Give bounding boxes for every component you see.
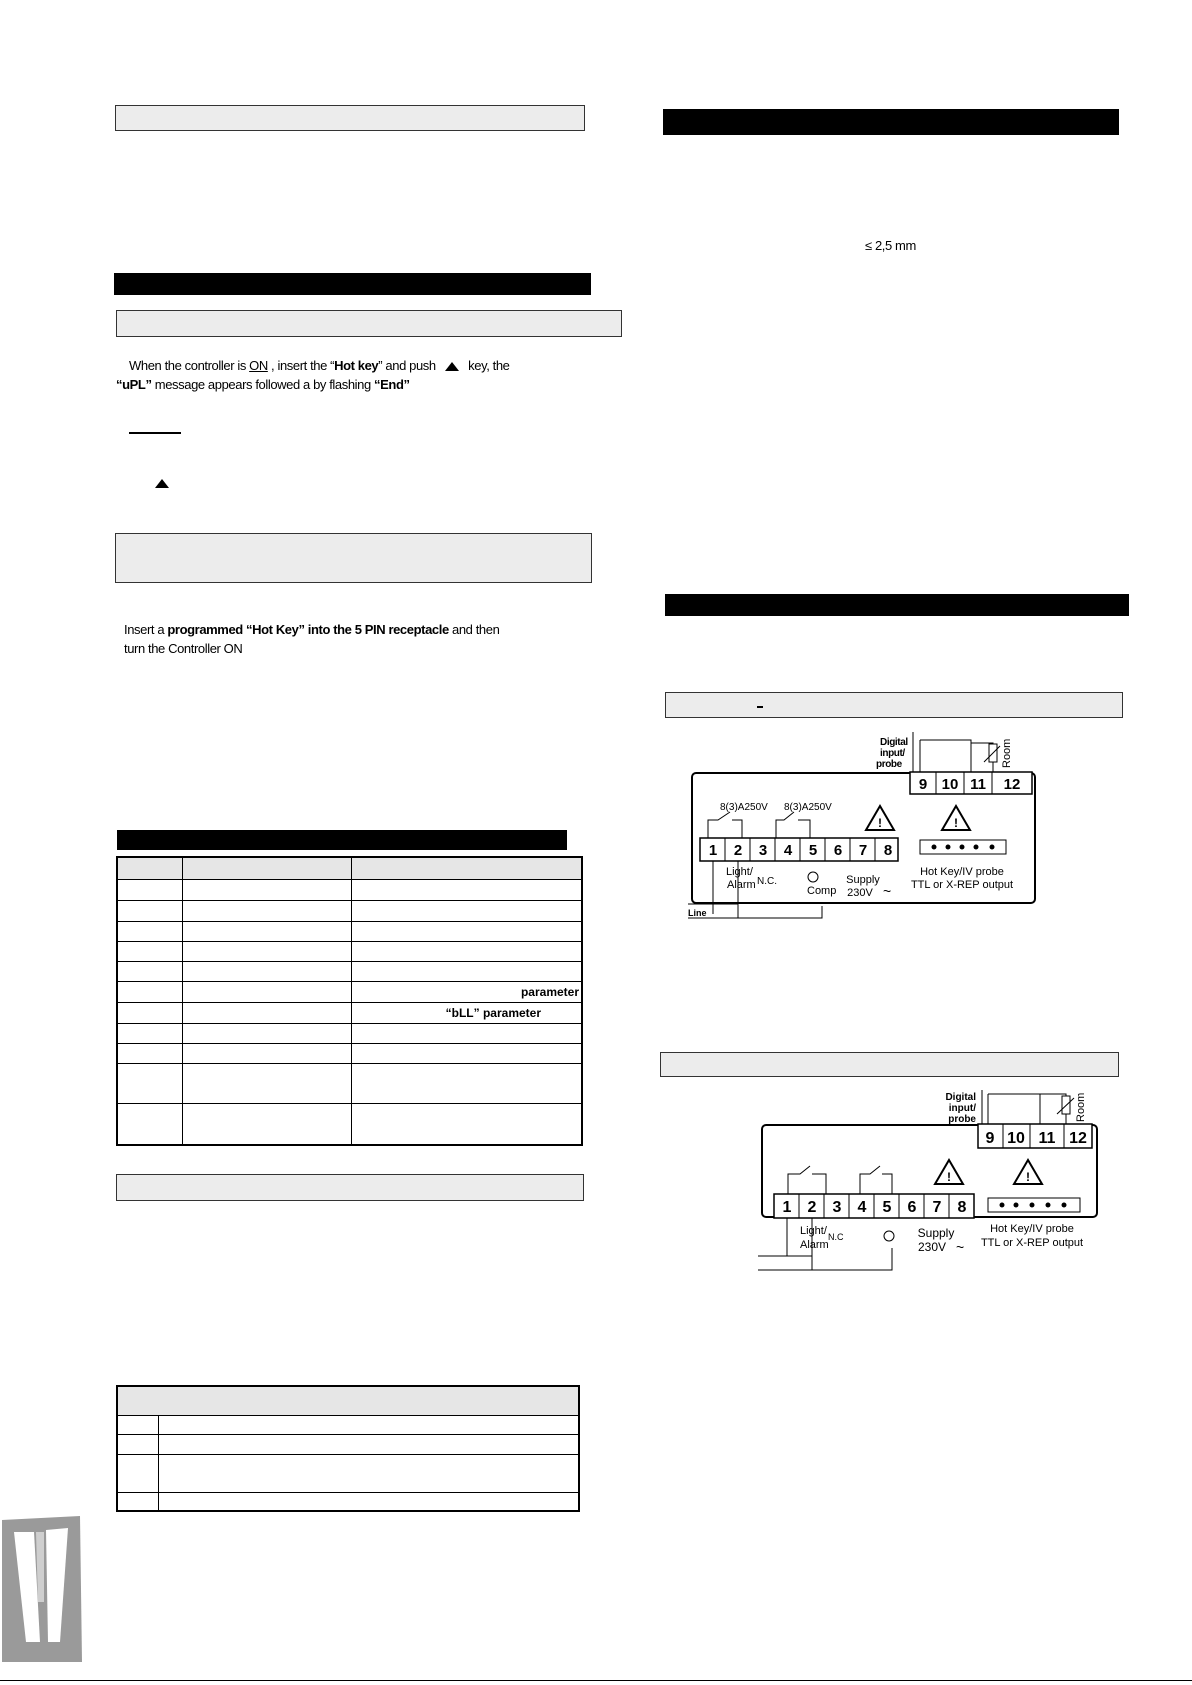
warning-icon: [1014, 1160, 1042, 1184]
warning-icon: [942, 806, 970, 830]
terminal-label: 12: [1003, 776, 1021, 793]
hotkey-label: Hot Key/IV probe: [990, 1223, 1074, 1235]
table-row: [117, 1415, 579, 1434]
ac-icon: ~: [883, 883, 892, 899]
terminal-label: 5: [882, 1199, 892, 1216]
digital-input-label: input/: [880, 748, 905, 759]
dash-mark: [757, 706, 763, 708]
ttl-label: TTL or X-REP output: [910, 879, 1014, 891]
warning-icon: [935, 1160, 963, 1184]
table-row: [117, 981, 582, 1002]
table-row: [117, 1002, 582, 1023]
footer-rule: [0, 1680, 1192, 1681]
digital-input-label: Digital: [945, 1092, 976, 1103]
upload-header-bar: [116, 310, 622, 337]
table-row: [117, 941, 582, 961]
terminal-label: 7: [932, 1199, 942, 1216]
light-alarm-label: Light/: [800, 1225, 827, 1237]
table-row: [117, 1023, 582, 1043]
table-cell: parameter: [352, 981, 583, 1002]
download-header-bar: [115, 533, 592, 583]
install-note: ≤ 2,5 mm: [865, 238, 916, 253]
terminal-label: 3: [758, 842, 768, 859]
terminal-label: 6: [833, 842, 843, 859]
terminal-label: 2: [733, 842, 743, 859]
relay-rating-label: 8(3)A250V: [720, 802, 768, 813]
ttl-label: TTL or X-REP output: [980, 1237, 1084, 1249]
table-row: [117, 1454, 579, 1492]
diagram2-header-bar: [660, 1052, 1119, 1077]
table-row: [117, 921, 582, 941]
section-header-bar-black: [114, 273, 591, 295]
alarm-table-header-bar: [117, 830, 567, 850]
svg-text:!: !: [954, 816, 958, 830]
digital-input-label: Digital: [880, 737, 908, 748]
terminal-label: 3: [832, 1199, 842, 1216]
terminal-label: 4: [783, 842, 793, 859]
supply-voltage-label: 230V: [847, 887, 873, 899]
section-header-bar-black: [663, 109, 1119, 135]
compressor-label: Comp: [807, 885, 837, 897]
terminal-label: 11: [1038, 1130, 1056, 1147]
terminal-label: 7: [858, 842, 868, 859]
relay-rating-label: 8(3)A250V: [784, 802, 832, 813]
terminal-label: 5: [808, 842, 818, 859]
terminal-label: 11: [970, 776, 986, 793]
table-row: [117, 857, 582, 879]
table-row: [117, 1434, 579, 1454]
section-header-bar: [116, 1174, 584, 1201]
table-row: [117, 879, 582, 900]
terminal-label: 10: [1007, 1130, 1025, 1147]
terminal-label: 1: [782, 1199, 792, 1216]
terminal-label: 1: [708, 842, 718, 859]
compressor-icon: [884, 1231, 894, 1241]
warning-icon: [866, 806, 894, 830]
svg-text:!: !: [878, 816, 882, 830]
nc-label: N.C: [828, 1232, 844, 1242]
up-arrow-icon: [155, 479, 169, 488]
table-row: [117, 1386, 579, 1415]
supply-label: Supply: [917, 1226, 955, 1240]
brand-logo: [0, 1512, 84, 1664]
terminal-label: 6: [907, 1199, 917, 1216]
upload-instruction-line-2: “uPL” message appears followed a by flashing “End”: [116, 377, 410, 392]
light-alarm-label: Light/: [726, 866, 753, 878]
digital-input-label: probe: [876, 759, 902, 770]
terminal-label: 2: [807, 1199, 817, 1216]
table-row: [117, 1063, 582, 1103]
terminal-label: 8: [883, 842, 893, 859]
digital-input-label: input/: [948, 1103, 976, 1114]
up-arrow-icon: [445, 362, 459, 371]
supply-voltage-label: 230V: [917, 1240, 947, 1254]
upload-instruction-line-1: When the controller is ON , insert the “Hot key” and push key, the: [129, 358, 510, 373]
section-header-bar: [115, 105, 585, 131]
ac-icon: ~: [956, 1239, 965, 1255]
table-row: [117, 900, 582, 921]
download-instruction-line-2: turn the Controller ON: [124, 641, 243, 656]
compressor-icon: [808, 872, 818, 882]
room-label: Room: [1075, 1092, 1087, 1122]
table-row: [117, 1043, 582, 1063]
terminal-label: 8: [957, 1199, 967, 1216]
download-instruction-line-1: Insert a programmed “Hot Key” into the 5 PIN receptacle and then: [124, 622, 500, 637]
light-alarm-label: Alarm: [800, 1239, 829, 1251]
table-row: [117, 1103, 582, 1145]
terminal-label: 9: [918, 776, 928, 793]
diagram1-header-bar: [665, 692, 1123, 718]
wiring-diagram-1: [680, 728, 1040, 924]
svg-text:!: !: [1026, 1170, 1030, 1184]
table-row: [117, 1492, 579, 1511]
hotkey-label: Hot Key/IV probe: [920, 866, 1004, 878]
line-label: Line: [688, 908, 707, 918]
digital-input-label: probe: [948, 1114, 976, 1125]
alarm-table: [116, 856, 583, 1146]
room-label: Room: [1001, 738, 1013, 768]
table-row: [117, 961, 582, 981]
section-header-bar-black: [665, 594, 1129, 616]
terminal-label: 4: [857, 1199, 867, 1216]
small-table: [116, 1385, 580, 1512]
table-cell: “bLL” parameter: [352, 1002, 583, 1023]
svg-text:!: !: [947, 1170, 951, 1184]
supply-label: Supply: [846, 874, 880, 886]
terminal-label: 10: [941, 776, 959, 793]
terminal-label: 9: [985, 1130, 995, 1147]
underline-mark: [129, 432, 181, 434]
light-alarm-label: Alarm: [727, 879, 756, 891]
nc-label: N.C.: [757, 876, 777, 887]
wiring-diagram-2: [758, 1086, 1103, 1282]
terminal-label: 12: [1069, 1130, 1087, 1147]
